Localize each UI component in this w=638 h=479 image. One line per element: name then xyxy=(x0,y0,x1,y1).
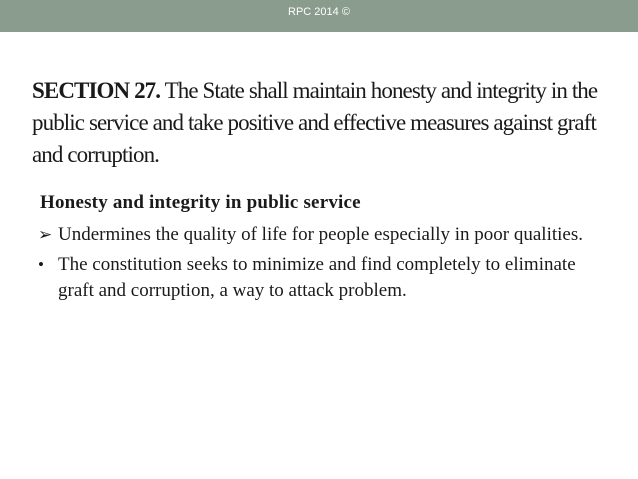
bullet-list xyxy=(38,222,608,308)
section-paragraph xyxy=(32,75,612,171)
list-item-text: Undermines the quality of life for people especially in poor qualities. xyxy=(58,224,583,245)
list-item-text: The constitution seeks to minimize and find completely to eliminate graft and corruption, a way to attack problem. xyxy=(58,254,576,301)
section-title: SECTION 27. xyxy=(32,78,161,103)
subheading: Honesty and integrity in public service xyxy=(40,192,361,213)
header-bar xyxy=(0,0,638,32)
arrow-bullet-icon: ➢ xyxy=(38,225,53,244)
copyright-label: RPC 2014 © xyxy=(288,6,350,18)
dot-bullet-icon: • xyxy=(38,255,44,274)
section-text: The State shall maintain honesty and integrity in the public service and take positive and effective measures against graft and corruption. xyxy=(32,78,598,167)
list-item xyxy=(38,222,608,248)
list-item xyxy=(38,252,608,304)
